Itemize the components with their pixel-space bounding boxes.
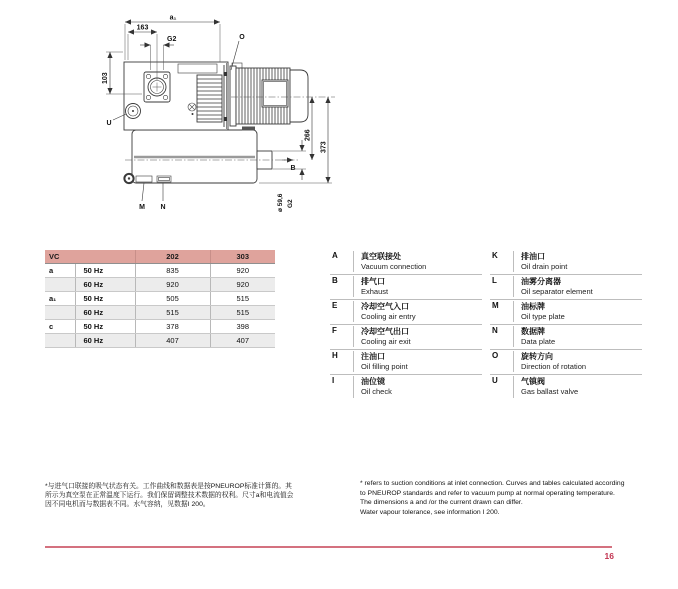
value-303: 920 (210, 278, 275, 292)
motor (230, 66, 308, 131)
hz-label: 50 Hz (75, 292, 135, 306)
legend-zh: 油位镜 (361, 377, 385, 386)
dim-103-label: 103 (102, 72, 109, 84)
table-header-303: 303 (210, 250, 275, 264)
dim-label (45, 306, 75, 320)
value-303: 920 (210, 264, 275, 278)
legend-key: F (332, 326, 337, 335)
legend-item-N (490, 325, 642, 350)
pump-body (124, 62, 228, 130)
legend-zh: 气镇阀 (521, 377, 545, 386)
terminal-box (262, 80, 288, 107)
table-row (45, 320, 275, 334)
hz-label: 50 Hz (75, 320, 135, 334)
footnote-en-line: The dimensions a and /or the current drawn can differ. (360, 499, 523, 506)
legend-zh: 注油口 (361, 352, 385, 361)
value-303: 515 (210, 306, 275, 320)
legend-en: Cooling air exit (361, 337, 411, 346)
dimension-exhaust-diameter (273, 140, 306, 212)
motor-foot (242, 127, 255, 131)
table-row (45, 292, 275, 306)
legend-key: O (492, 351, 499, 360)
legend-item-O (490, 350, 642, 375)
dim-163-label: 163 (136, 24, 149, 32)
legend-item-K (490, 250, 642, 275)
legend-key: A (332, 251, 338, 260)
legend-key: U (492, 376, 498, 385)
gas-ballast-callout (106, 114, 126, 127)
dia-59-label: ø 59,6 (277, 193, 284, 212)
g2-top-label: G2 (167, 36, 177, 43)
exhaust-callout (282, 160, 296, 172)
m-label: M (139, 204, 145, 211)
plate-callouts (139, 183, 165, 211)
legend-en: Oil drain point (521, 262, 568, 271)
legend-zh: 油雾分离器 (521, 277, 561, 286)
legend-zh: 油标牌 (521, 302, 545, 311)
legend-zh: 排气口 (361, 277, 385, 286)
legend-zh: 排油口 (521, 252, 545, 261)
footer-accent-line (45, 546, 612, 548)
gas-ballast-valve (126, 104, 141, 119)
legend-en: Vacuum connection (361, 262, 427, 271)
n-label: N (160, 204, 166, 211)
legend-zh: 冷却空气出口 (361, 327, 409, 336)
legend-item-B (330, 275, 482, 300)
table-row (45, 334, 275, 348)
table-header-202: 202 (135, 250, 210, 264)
legend-en: Data plate (521, 337, 556, 346)
legend-key: E (332, 301, 338, 310)
legend-column-right (490, 250, 642, 400)
dim-label (45, 278, 75, 292)
b-label: B (290, 165, 296, 172)
legend-key: I (332, 376, 335, 385)
legend-item-E (330, 300, 482, 325)
value-303: 407 (210, 334, 275, 348)
legend-key: L (492, 276, 497, 285)
footnote-en-line: Water vapour tolerance, see information I 200. (360, 508, 500, 516)
o-label: O (239, 34, 245, 41)
dimensions-table (45, 250, 275, 348)
dim-266-label: 266 (304, 129, 312, 141)
legend-en: Oil type plate (521, 312, 565, 321)
oil-sight-glass (124, 174, 133, 183)
legend-en: Oil separator element (521, 287, 593, 296)
value-303: 398 (210, 320, 275, 334)
legend-item-L (490, 275, 642, 300)
dim-label: a (45, 264, 75, 278)
rotation-direction-callout (231, 34, 245, 70)
legend-en: Cooling air entry (361, 312, 416, 321)
dim-label: c (45, 320, 75, 334)
value-202: 378 (135, 320, 210, 334)
u-label: U (106, 120, 112, 127)
legend-key: H (332, 351, 338, 360)
hz-label: 50 Hz (75, 264, 135, 278)
value-202: 407 (135, 334, 210, 348)
dim-label: a₁ (45, 292, 75, 306)
value-202: 515 (135, 306, 210, 320)
table-header-model: VC (45, 250, 135, 264)
footnote-chinese (45, 482, 340, 509)
legend-zh: 冷却空气入口 (361, 302, 409, 311)
legend-key: K (492, 251, 498, 260)
motor-end-cap (290, 70, 308, 122)
legend-item-H (330, 350, 482, 375)
legend-en: Direction of rotation (521, 362, 587, 371)
value-202: 835 (135, 264, 210, 278)
table-header-row (45, 250, 275, 264)
legend-key: N (492, 326, 498, 335)
pump-technical-drawing (85, 10, 355, 215)
oil-reservoir-base (132, 130, 257, 183)
legend-zh: 数据牌 (521, 327, 545, 336)
footnote-zh-line: 因不同电机而与数据表不同。水气容纳，见数据I 200。 (45, 501, 210, 508)
value-303: 515 (210, 292, 275, 306)
table-row (45, 306, 275, 320)
footnote-zh-line: *与进气口联接的吸气状态有关。工作曲线和数据表是按PNEUROP标准计算的。其 (45, 483, 292, 490)
page-number: 16 (604, 551, 614, 561)
legend-en: Oil filling point (361, 362, 408, 371)
dim-373-label: 373 (320, 141, 328, 153)
dim-label (45, 334, 75, 348)
hz-label: 60 Hz (75, 306, 135, 320)
hz-label: 60 Hz (75, 278, 135, 292)
footnote-en-line: * refers to suction conditions at inlet connection. Curves and tables calculated according (360, 480, 625, 487)
footnote-english (360, 479, 655, 517)
legend-zh: 真空联接处 (361, 252, 401, 261)
legend-en: Exhaust (361, 287, 389, 296)
legend-item-M (490, 300, 642, 325)
footnote-zh-line: 所示为真空泵在正常温度下运行。我们保留调整技术数据的权利。尺寸a和电流值会 (45, 492, 294, 499)
footnote-en-line: to PNEUROP standards and refer to vacuum pump at normal operating temperature. (360, 489, 615, 497)
legend-en: Gas ballast valve (521, 387, 579, 396)
legend-item-F (330, 325, 482, 350)
legend-zh: 旋转方向 (521, 352, 553, 361)
legend-key: M (492, 301, 499, 310)
hz-label: 60 Hz (75, 334, 135, 348)
legend-item-U (490, 375, 642, 400)
legend-en: Oil check (361, 387, 392, 396)
legend-key: B (332, 276, 338, 285)
value-202: 920 (135, 278, 210, 292)
table-row (45, 264, 275, 278)
legend-column-left (330, 250, 482, 400)
legend-item-I (330, 375, 482, 400)
dim-a1-label: a₁ (169, 14, 177, 22)
legend-item-A (330, 250, 482, 275)
g2-exhaust-label: G2 (287, 199, 294, 208)
table-row (45, 278, 275, 292)
value-202: 505 (135, 292, 210, 306)
